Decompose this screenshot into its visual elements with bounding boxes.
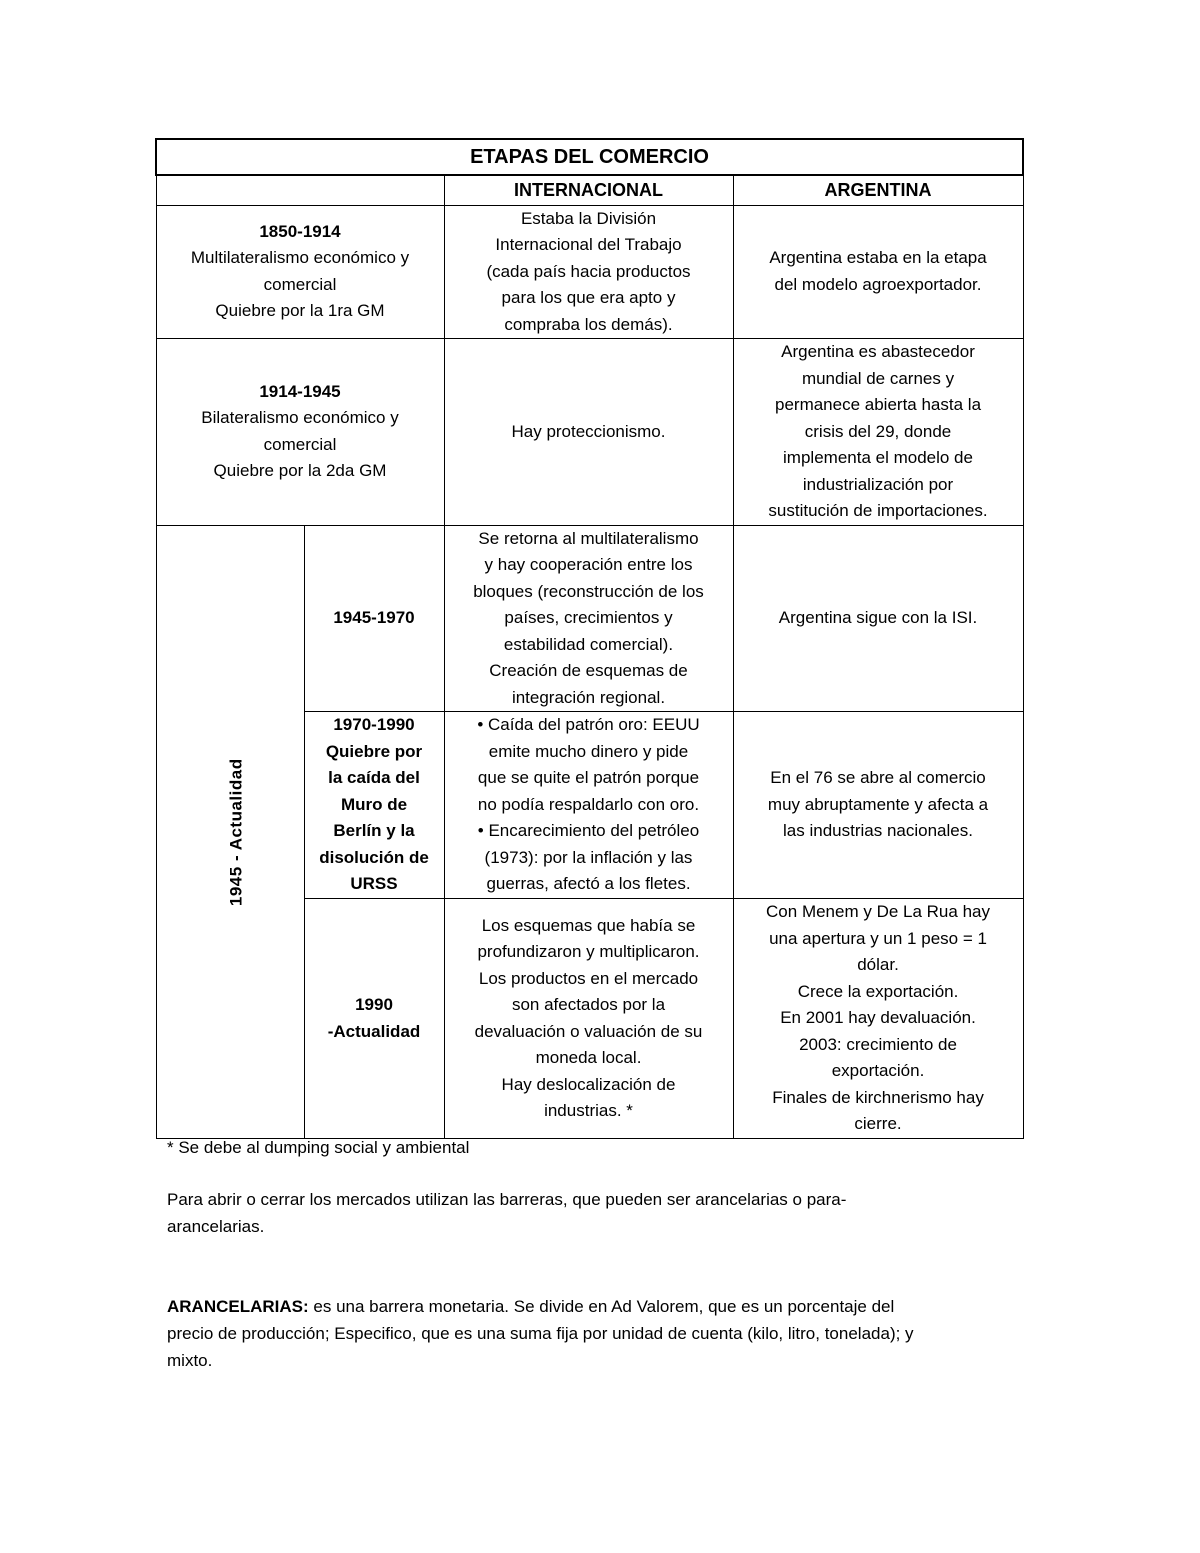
period-years: 1850-1914 <box>259 221 341 241</box>
definition-text: es una barrera monetaria. Se divide en Ad Valorem, que es un porcentaje del <box>308 1297 895 1316</box>
paragraph-arancelarias <box>167 1293 1047 1374</box>
cell-line: cierre. <box>854 1114 902 1134</box>
cell-line: implementa el modelo de <box>783 448 973 467</box>
cell-line: las industrias nacionales. <box>783 821 973 841</box>
internacional-cell <box>444 525 733 712</box>
cell-line: Argentina sigue con la ISI. <box>778 608 978 627</box>
period-cell-1990 <box>304 899 444 1139</box>
period-line: URSS <box>350 874 398 894</box>
cell-line: • Caída del patrón oro: EEUU <box>477 715 700 735</box>
header-argentina: ARGENTINA <box>733 175 1023 205</box>
cell-line: (1973): por la inflación y las <box>484 847 693 867</box>
footnote: * Se debe al dumping social y ambiental <box>167 1138 470 1157</box>
cell-line: industrias. * <box>544 1101 633 1120</box>
cell-line: Argentina es abastecedor <box>781 342 975 361</box>
cell-line: En 2001 hay devaluación. <box>780 1008 976 1028</box>
argentina-cell <box>733 899 1023 1139</box>
cell-line: Crece la exportación. <box>797 981 959 1001</box>
cell-line: países, crecimientos y <box>504 608 673 627</box>
paragraph-barriers <box>167 1186 1047 1240</box>
cell-line: una apertura y un 1 peso = 1 <box>769 928 987 948</box>
table-title-row <box>156 139 1023 175</box>
cell-line: permanece abierta hasta la <box>775 395 982 414</box>
cell-line: estabilidad comercial). <box>503 634 674 654</box>
cell-line: Los esquemas que había se <box>481 915 696 935</box>
period-desc-line: Quiebre por la 1ra GM <box>215 301 385 321</box>
table-header-row <box>156 175 1023 205</box>
table-row <box>156 339 1023 526</box>
cell-line: son afectados por la <box>511 995 666 1014</box>
cell-line: para los que era apto y <box>501 288 676 307</box>
period-desc-line: comercial <box>263 274 337 294</box>
cell-line: En el 76 se abre al comercio <box>770 768 986 788</box>
paragraph-line <box>167 1293 1047 1320</box>
cell-line: del modelo agroexportador. <box>774 274 982 294</box>
cell-line: que se quite el patrón porque <box>477 768 700 788</box>
cell-line: muy abruptamente y afecta a <box>767 794 989 814</box>
cell-line: exportación. <box>831 1061 925 1081</box>
cell-line: 2003: crecimiento de <box>799 1034 957 1054</box>
cell-line: Con Menem y De La Rua hay <box>766 902 990 922</box>
internacional-cell <box>444 339 733 526</box>
paragraph-line: precio de producción; Especifico, que es una suma fija por unidad de cuenta (kilo, litro, tonelada); y <box>167 1324 914 1343</box>
cell-line: Argentina estaba en la etapa <box>769 248 987 268</box>
argentina-cell <box>733 205 1023 339</box>
argentina-cell <box>733 712 1023 899</box>
cell-line: integración regional. <box>511 687 666 707</box>
cell-line: Los productos en el mercado <box>478 968 699 988</box>
table-title: ETAPAS DEL COMERCIO <box>156 139 1023 175</box>
period-line: disolución de <box>319 847 429 867</box>
cell-line: sustitución de importaciones. <box>768 501 988 520</box>
paragraph-line: arancelarias. <box>167 1217 265 1236</box>
period-cell-1945 <box>304 525 444 712</box>
cell-line: compraba los demás). <box>504 314 673 334</box>
period-line: 1970-1990 <box>333 715 415 735</box>
table-row <box>156 525 1023 712</box>
cell-line: Estaba la División <box>520 208 657 228</box>
paragraph-line: mixto. <box>167 1351 213 1370</box>
internacional-cell <box>444 712 733 899</box>
period-line: -Actualidad <box>327 1021 421 1041</box>
cell-line: no podía respaldarlo con oro. <box>477 794 700 814</box>
period-cell-1914 <box>156 339 444 526</box>
period-cell-1850 <box>156 205 444 339</box>
header-blank <box>156 175 444 205</box>
cell-line: Creación de esquemas de <box>489 661 688 680</box>
header-internacional: INTERNACIONAL <box>444 175 733 205</box>
cell-line: mundial de carnes y <box>801 368 955 388</box>
internacional-cell <box>444 899 733 1139</box>
cell-line: dólar. <box>857 955 899 975</box>
period-line: Berlín y la <box>333 821 415 841</box>
period-desc-line: Bilateralismo económico y <box>201 408 399 428</box>
cell-line: bloques (reconstrucción de los <box>473 581 704 601</box>
period-desc-line: comercial <box>263 434 337 454</box>
period-line: Quiebre por <box>325 741 423 761</box>
period-cell-1970 <box>304 712 444 899</box>
argentina-cell <box>733 525 1023 712</box>
trade-stages-table <box>155 138 1024 1139</box>
group-label: 1945 - Actualidad <box>226 757 246 906</box>
cell-line: emite mucho dinero y pide <box>488 741 689 761</box>
cell-line: Finales de kirchnerismo hay <box>772 1087 984 1107</box>
cell-line: Hay deslocalización de <box>501 1074 676 1094</box>
cell-line: y hay cooperación entre los <box>484 555 693 574</box>
cell-line: Se retorna al multilateralismo <box>478 528 699 548</box>
cell-line: industrialización por <box>802 474 954 494</box>
cell-line: guerras, afectó a los fletes. <box>486 874 691 894</box>
period-line: 1990 <box>355 995 393 1014</box>
cell-line: moneda local. <box>535 1048 642 1067</box>
period-desc-line: Quiebre por la 2da GM <box>213 461 387 481</box>
internacional-cell <box>444 205 733 339</box>
cell-line: Internacional del Trabajo <box>495 235 682 254</box>
period-years: 1945-1970 <box>333 608 415 627</box>
group-label-cell <box>156 525 304 1139</box>
cell-line: devaluación o valuación de su <box>474 1021 703 1041</box>
cell-line: Hay proteccionismo. <box>511 421 666 441</box>
paragraph-line: Para abrir o cerrar los mercados utilizan las barreras, que pueden ser arancelarias o para- <box>167 1190 847 1209</box>
period-desc-line: Multilateralismo económico y <box>190 248 410 268</box>
argentina-cell <box>733 339 1023 526</box>
period-line: Muro de <box>340 794 408 814</box>
cell-line: crisis del 29, donde <box>804 421 952 441</box>
period-line: la caída del <box>328 768 420 788</box>
term-arancelarias: ARANCELARIAS: <box>167 1297 309 1316</box>
cell-line: profundizaron y multiplicaron. <box>477 942 700 961</box>
table-row <box>156 205 1023 339</box>
cell-line: • Encarecimiento del petróleo <box>477 821 700 841</box>
period-years: 1914-1945 <box>259 381 341 401</box>
cell-line: (cada país hacia productos <box>486 261 691 281</box>
